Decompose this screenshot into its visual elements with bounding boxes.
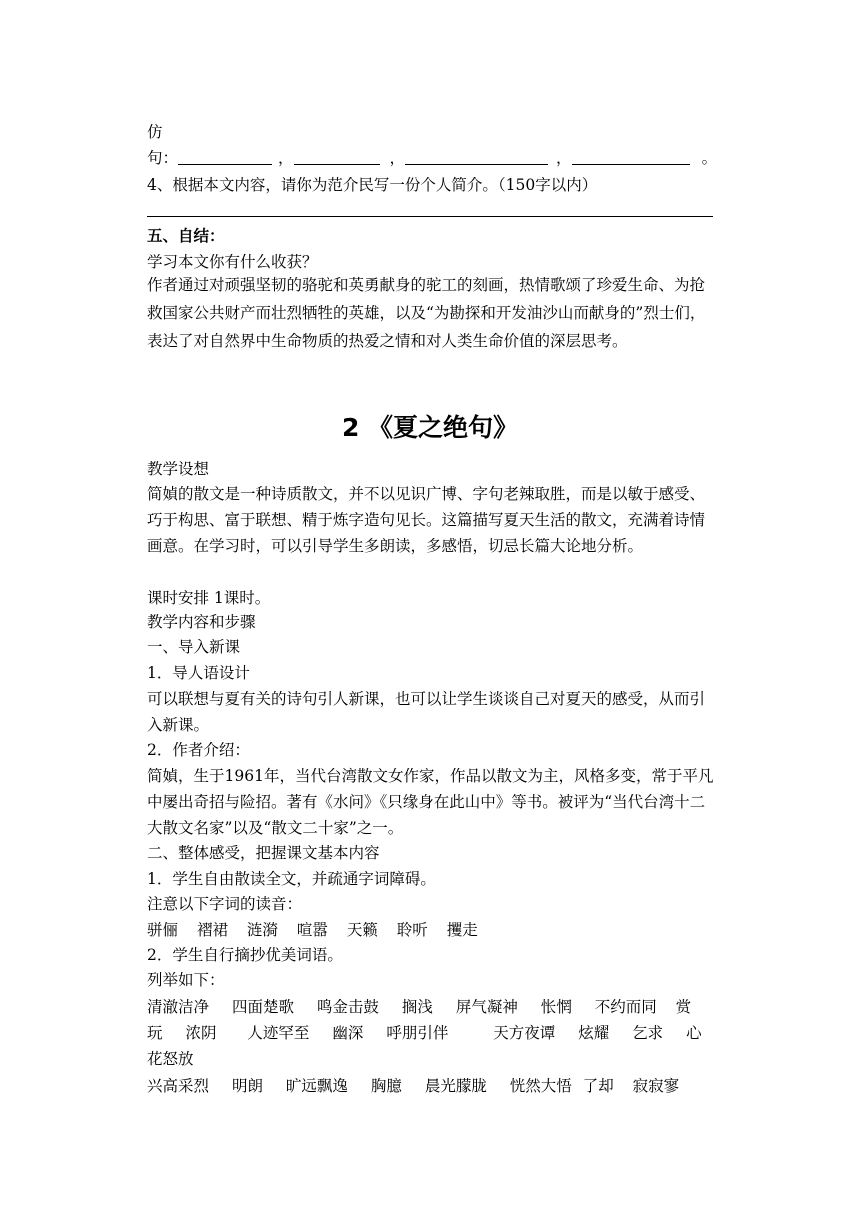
author-text: 简媜，生于1961年，当代台湾散文女作家，作品以散文为主，风格多变，常于平凡中屡出奇招与险招。著有《水问》《只缘身在此山中》等书。被评为“当代台湾十二大散文名家”以及“散文二十家”之一。 bbox=[147, 767, 714, 837]
blank-3[interactable] bbox=[405, 146, 548, 165]
word: 人迹罕至 bbox=[247, 1024, 310, 1042]
vocab-line-1 bbox=[147, 994, 691, 1020]
word: 恍然大悟 bbox=[509, 1077, 572, 1095]
word: 鸣金击鼓 bbox=[316, 998, 379, 1016]
summary-paragraph: 作者通过对顽强坚韧的骆驼和英勇献身的驼工的刻画，热情歌颂了珍爱生命、为抢救国家公共财产而壮烈牺牲的英雄，以及“为勘探和开发油沙山而献身的”烈士们，表达了对自然界中生命物质的热爱之情和对人类生命价值的深层思考。 bbox=[147, 276, 706, 350]
word: 呼朋引伴 bbox=[386, 1024, 449, 1042]
word: 屏气凝神 bbox=[455, 998, 518, 1016]
step-1-1-text: 可以联想与夏有关的诗句引人新课，也可以让学生谈谈自己对夏天的感受，从而引入新课。 bbox=[147, 690, 706, 734]
word: 明朗 bbox=[231, 1077, 263, 1095]
imitation-label-line1: 仿 bbox=[147, 123, 163, 141]
comma: ， bbox=[389, 149, 406, 167]
vocab-line-4 bbox=[147, 1073, 679, 1099]
word: 乞求 bbox=[632, 1024, 664, 1042]
blank-1[interactable] bbox=[178, 146, 272, 165]
word: 天方夜谭 bbox=[493, 1024, 556, 1042]
vocab-line-3: 花怒放 bbox=[147, 1050, 194, 1068]
word: 怅惘 bbox=[540, 998, 572, 1016]
step-1: 一、导入新课 bbox=[147, 638, 241, 656]
design-text: 简媜的散文是一种诗质散文，并不以见识广博、字句老辣取胜，而是以敏于感受、巧于构思、富于联想、精于炼字造句见长。这篇描写夏天生活的散文，充满着诗情画意。在学习时，可以引导学生多朗读，多感悟，切忌长篇大论地分析。 bbox=[147, 485, 706, 555]
word: 晨光朦胧 bbox=[424, 1077, 487, 1095]
word: 喧嚣 bbox=[296, 921, 328, 939]
word: 玩 bbox=[147, 1024, 163, 1042]
word: 兴高采烈 bbox=[147, 1077, 210, 1095]
comma: ， bbox=[278, 149, 294, 167]
step-2: 二、整体感受，把握课文基本内容 bbox=[147, 844, 380, 862]
blank-2[interactable] bbox=[294, 146, 380, 165]
summary-heading: 五、自结： bbox=[147, 227, 225, 245]
lesson-title: 2 《夏之绝句》 bbox=[341, 413, 519, 442]
step-2-2: 2．学生自行摘抄优美词语。 bbox=[147, 946, 343, 964]
word: 涟漪 bbox=[246, 921, 278, 939]
answer-line[interactable] bbox=[147, 216, 713, 217]
pronunciation-words bbox=[147, 917, 478, 943]
word: 赏 bbox=[675, 998, 692, 1016]
word: 心 bbox=[686, 1024, 702, 1042]
list-heading: 列举如下： bbox=[147, 971, 225, 989]
step-2-1: 1．学生自由散读全文，并疏通字词障碍。 bbox=[147, 870, 436, 888]
word: 不约而同 bbox=[594, 998, 657, 1016]
pronunciation-heading: 注意以下字词的读音： bbox=[147, 895, 303, 913]
question-4: 4、根据本文内容，请你为范介民写一份个人简介。（150字以内） bbox=[147, 176, 598, 194]
vocab-line-2 bbox=[147, 1020, 702, 1046]
word: 寂寂寥 bbox=[632, 1077, 680, 1095]
period: 。 bbox=[701, 149, 718, 167]
word: 搁浅 bbox=[401, 998, 433, 1016]
summary-question: 学习本文你有什么收获？ bbox=[147, 253, 318, 271]
word: 攫走 bbox=[446, 921, 478, 939]
design-heading: 教学设想 bbox=[147, 460, 210, 478]
word: 骈俪 bbox=[147, 921, 179, 939]
word: 褶裙 bbox=[196, 921, 228, 939]
step-1-1: 1．导人语设计 bbox=[147, 664, 250, 682]
step-1-2: 2．作者介绍： bbox=[147, 741, 250, 759]
word: 浓阴 bbox=[185, 1024, 217, 1042]
word: 四面楚歌 bbox=[231, 998, 294, 1016]
content-heading: 教学内容和步骤 bbox=[147, 613, 256, 631]
comma: ， bbox=[556, 149, 572, 167]
word: 天籁 bbox=[346, 921, 378, 939]
word: 聆听 bbox=[396, 921, 428, 939]
schedule: 课时安排 1课时。 bbox=[147, 589, 271, 607]
imitation-label-line2: 句： bbox=[147, 149, 179, 167]
imitation-fill-line bbox=[147, 145, 717, 171]
word: 胸臆 bbox=[370, 1077, 402, 1095]
word: 旷远飘逸 bbox=[285, 1077, 348, 1095]
blank-4[interactable] bbox=[572, 146, 690, 165]
word: 幽深 bbox=[332, 1024, 364, 1042]
word: 炫耀 bbox=[578, 1024, 610, 1042]
word: 了却 bbox=[582, 1077, 614, 1095]
word: 清澈洁净 bbox=[147, 998, 210, 1016]
